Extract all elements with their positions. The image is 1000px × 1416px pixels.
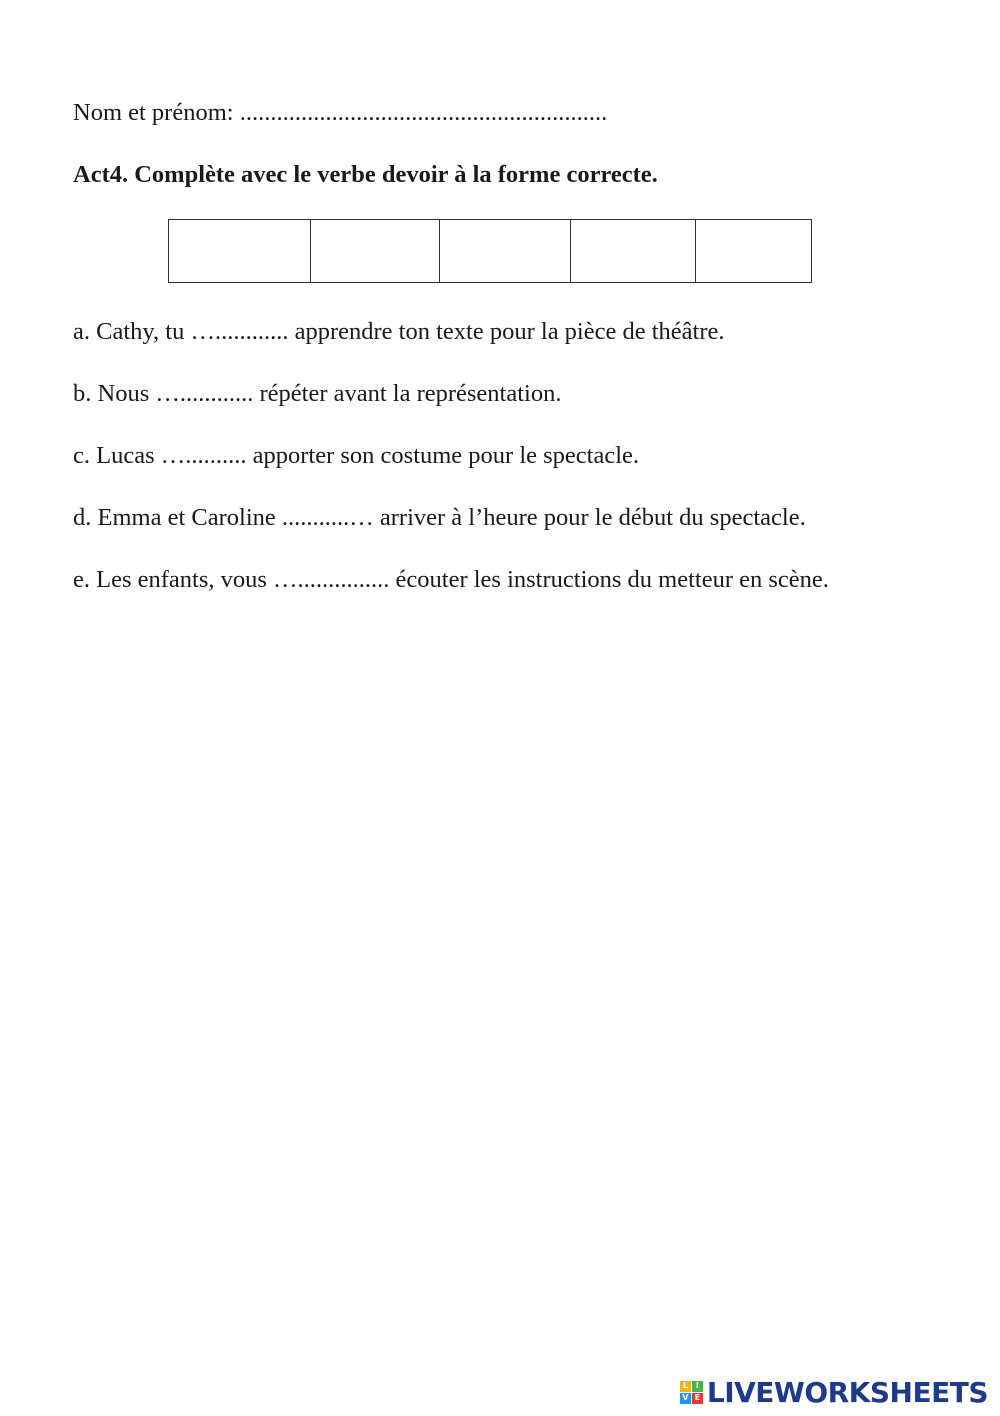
logo-letter-e: E	[692, 1393, 703, 1404]
question-b: b. Nous …............ répéter avant la représentation.	[73, 380, 562, 407]
question-e: e. Les enfants, vous …............... écouter les instructions du metteur en scène.	[73, 566, 829, 593]
name-field-line: Nom et prénom: ............................................................	[73, 99, 608, 126]
activity-instruction: Act4. Complète avec le verbe devoir à la forme correcte.	[73, 161, 658, 188]
question-a: a. Cathy, tu …............ apprendre ton texte pour la pièce de théâtre.	[73, 318, 725, 345]
word-bank-box-3[interactable]	[440, 220, 571, 282]
liveworksheets-logo	[680, 1375, 988, 1409]
question-c: c. Lucas ….......... apporter son costume pour le spectacle.	[73, 442, 640, 469]
word-bank-box-4[interactable]	[571, 220, 696, 282]
word-bank-table	[168, 219, 812, 283]
logo-letter-l: L	[680, 1381, 691, 1392]
logo-letter-i: I	[692, 1381, 703, 1392]
logo-mark-icon	[680, 1381, 703, 1404]
logo-letter-v: V	[680, 1393, 691, 1404]
word-bank-box-2[interactable]	[311, 220, 440, 282]
word-bank-box-5[interactable]	[696, 220, 811, 282]
word-bank-box-1[interactable]	[169, 220, 311, 282]
logo-brand-text: LIVEWORKSHEETS	[706, 1375, 988, 1409]
question-d: d. Emma et Caroline ...........… arriver à l’heure pour le début du spectacle.	[73, 504, 806, 531]
